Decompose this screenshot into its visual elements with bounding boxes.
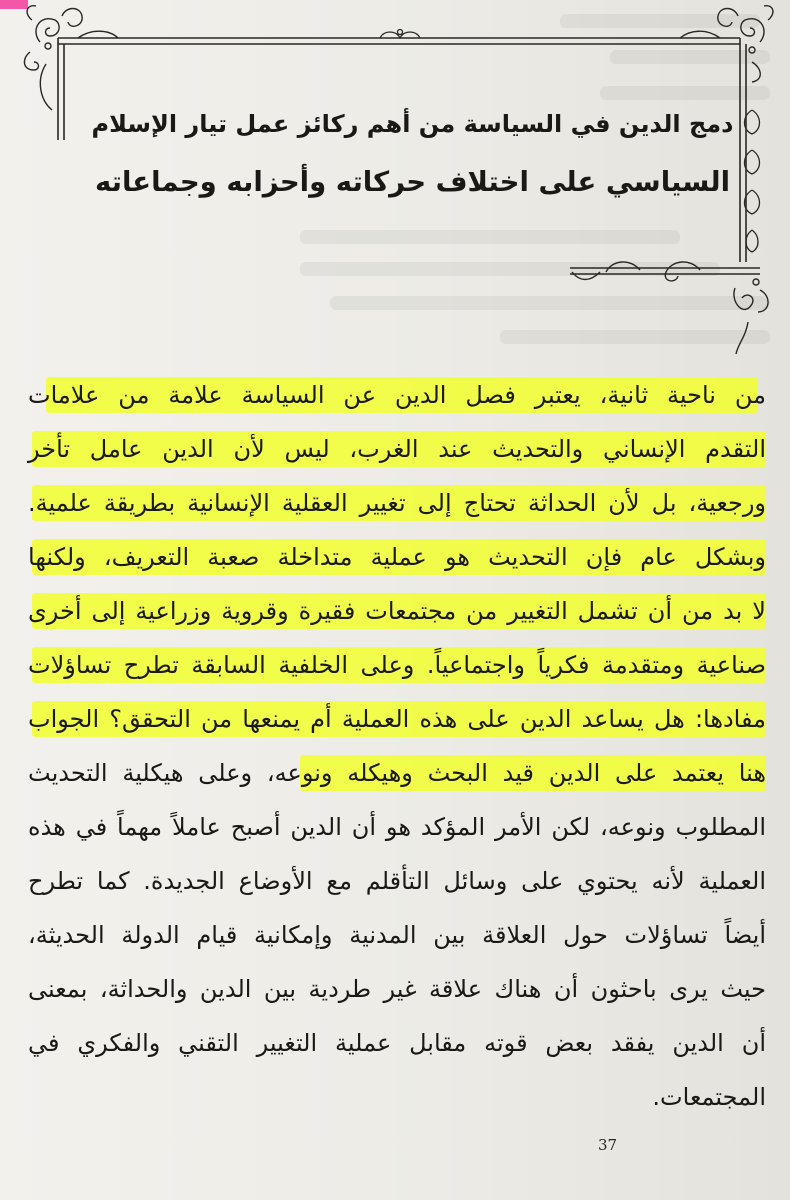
heading-line-1: دمج الدين في السياسة من أهم ركائز عمل تيار الإسلام <box>91 110 734 138</box>
text-line <box>28 422 766 476</box>
text-line-content: المطلوب ونوعه، لكن الأمر المؤكد هو أن الدين أصبح عاملاً مهماً في هذه <box>28 813 766 841</box>
text-line <box>28 530 766 584</box>
text-line-content: صناعية ومتقدمة فكرياً واجتماعياً. وعلى الخلفية السابقة تطرح تساؤلات <box>28 651 766 679</box>
text-line-content: ورجعية، بل لأن الحداثة تحتاج إلى تغيير العقلية الإنسانية بطريقة علمية. <box>28 489 766 517</box>
text-line-content: أن الدين يفقد بعض قوته مقابل عملية التغيير التقني والفكري في <box>28 1029 766 1057</box>
text-line-content: التقدم الإنساني والتحديث عند الغرب، ليس لأن الدين عامل تأخر <box>28 435 766 463</box>
text-line <box>28 908 766 962</box>
text-line-content: هنا يعتمد على الدين قيد البحث وهيكله ونوعه، وعلى هيكلية التحديث <box>28 759 766 787</box>
text-line <box>28 854 766 908</box>
text-line <box>28 638 766 692</box>
text-line-content: العملية لأنه يحتوي على وسائل التأقلم مع الأوضاع الجديدة. كما تطرح <box>28 867 766 895</box>
chapter-heading <box>90 94 735 244</box>
text-line <box>28 692 766 746</box>
heading-line-2: السياسي على اختلاف حركاته وأحزابه وجماعاته <box>94 166 731 198</box>
text-line-content: المجتمعات. <box>652 1083 766 1111</box>
text-line-content: من ناحية ثانية، يعتبر فصل الدين عن السياسة علامة من علامات <box>28 381 766 409</box>
text-line <box>28 1070 766 1124</box>
text-line-content: أيضاً تساؤلات حول العلاقة بين المدنية وإمكانية قيام الدولة الحديثة، <box>28 921 766 949</box>
text-line <box>28 368 766 422</box>
footnote-marker: 37 <box>598 1136 618 1154</box>
text-line <box>28 584 766 638</box>
text-line-content: مفادها: هل يساعد الدين على هذه العملية أم يمنعها من التحقق؟ الجواب <box>28 705 766 733</box>
flourish-top-center <box>380 30 420 39</box>
text-line <box>28 476 766 530</box>
text-line-content: حيث يرى باحثون أن هناك علاقة غير طردية بين الدين والحداثة، بمعنى <box>28 975 766 1003</box>
text-line <box>28 962 766 1016</box>
body-paragraph <box>28 368 766 1124</box>
flourish-bottom-right <box>572 262 768 354</box>
text-line-content: لا بد من أن تشمل التغيير من مجتمعات فقيرة وقروية وزراعية إلى أخرى <box>28 597 766 625</box>
text-line <box>28 1016 766 1070</box>
text-line-content: وبشكل عام فإن التحديث هو عملية متداخلة صعبة التعريف، ولكنها <box>28 543 766 571</box>
text-line <box>28 746 766 800</box>
text-line <box>28 800 766 854</box>
